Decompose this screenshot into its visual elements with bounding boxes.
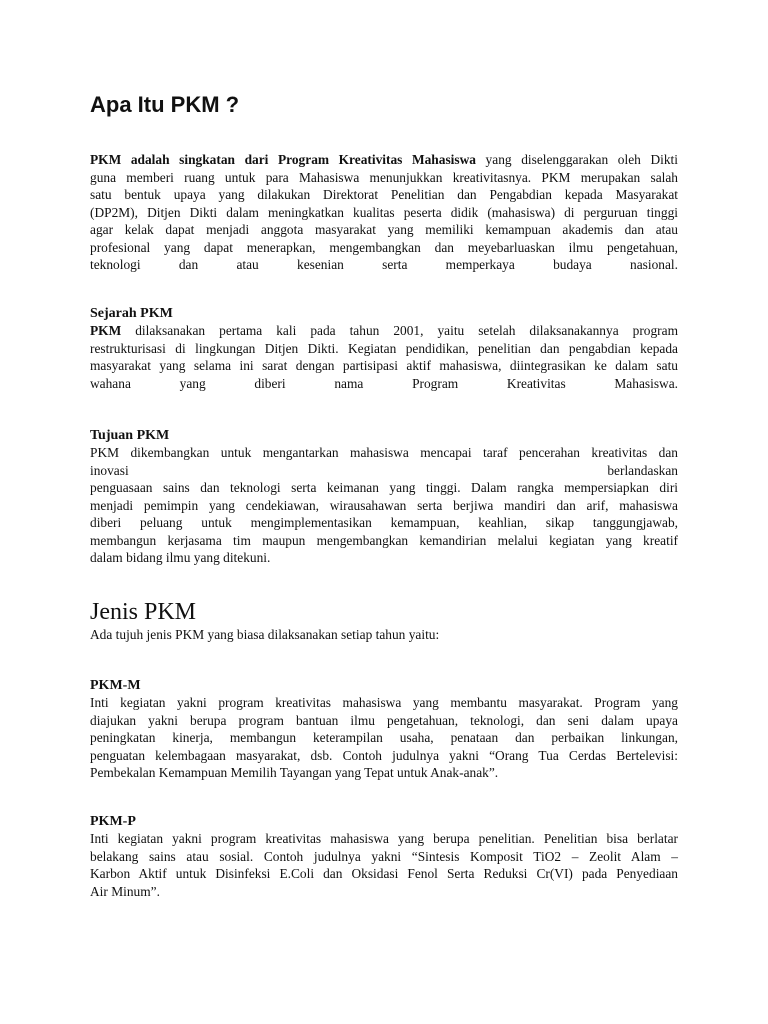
tujuan-line-7: membangun kerjasama tim maupun mengembangkan kemandirian melalui kegiatan yang kreatif bbox=[90, 532, 678, 548]
intro-line-5: agar kelak dapat menjadi anggota masyarakat yang memiliki kemampuan akademis dan atau bbox=[90, 222, 678, 237]
sejarah-lead-bold: PKM bbox=[90, 323, 122, 338]
document-page bbox=[90, 0, 678, 1024]
intro-line-3: satu bentuk upaya yang dilakukan Direktorat Penelitian dan Pengabdian kepada Masyarakat bbox=[90, 187, 678, 202]
tujuan-line-2: inovasi bbox=[90, 462, 129, 478]
pkm-p-line-1: Inti kegiatan yakni program kreativitas mahasiswa yang berupa penelitian. Penelitian bisa berlatar bbox=[90, 831, 678, 846]
intro-lead-bold: PKM adalah singkatan dari Program Kreativitas Mahasiswa bbox=[90, 152, 476, 167]
jenis-intro bbox=[90, 626, 678, 644]
tujuan-heading: Tujuan PKM bbox=[90, 428, 170, 443]
jenis-heading: Jenis PKM bbox=[90, 599, 197, 625]
tujuan-line-1: PKM dikembangkan untuk mengantarkan mahasiswa mencapai taraf pencerahan kreativitas dan bbox=[90, 445, 678, 460]
pkm-p-paragraph bbox=[90, 830, 678, 900]
page-title: Apa Itu PKM ? bbox=[90, 92, 240, 117]
pkm-m-line-3: peningkatan kinerja, membangun keterampilan usaha, penataan dan perbaikan linkungan, bbox=[90, 730, 678, 745]
intro-paragraph bbox=[90, 151, 678, 274]
sejarah-line-1: PKM dilaksanakan pertama kali pada tahun 2001, yaitu setelah dilaksanakannya program bbox=[90, 323, 678, 338]
intro-line-7: teknologi dan atau kesenian serta memperkaya budaya nasional. bbox=[90, 257, 678, 272]
sejarah-line-2: restrukturisasi di lingkungan Ditjen Dikti. Kegiatan pendidikan, penelitian dan pengabdian kepada bbox=[90, 340, 678, 356]
pkm-m-line-1: Inti kegiatan yakni program kreativitas mahasiswa yang membantu masyarakat. Program yang bbox=[90, 695, 678, 710]
pkm-m-line-4: penguatan kelembagaan masyarakat, dsb. Contoh judulnya yakni “Orang Tua Cerdas Bertelevisi: bbox=[90, 747, 678, 763]
intro-line-1: PKM adalah singkatan dari Program Kreativitas Mahasiswa yang diselenggarakan oleh Dikti bbox=[90, 152, 678, 167]
pkm-m-line-2: diajukan yakni berupa program bantuan ilmu pengetahuan, teknologi, dan seni dalam upaya bbox=[90, 712, 678, 728]
pkm-m-paragraph bbox=[90, 694, 678, 782]
tujuan-line-4: penguasaan sains dan teknologi serta keimanan yang tinggi. Dalam rangka mempersiapkan diri bbox=[90, 480, 678, 495]
tujuan-line-3: berlandaskan bbox=[607, 462, 678, 478]
pkm-m-line-5: Pembekalan Kemampuan Memilih Tayangan yang Tepat untuk Anak-anak”. bbox=[90, 765, 499, 780]
tujuan-line-8: dalam bidang ilmu yang ditekuni. bbox=[90, 550, 271, 565]
tujuan-paragraph bbox=[90, 444, 678, 567]
jenis-intro-line: Ada tujuh jenis PKM yang biasa dilaksanakan setiap tahun yaitu: bbox=[90, 627, 440, 642]
sejarah-line-4: wahana yang diberi nama Program Kreativitas Mahasiswa. bbox=[90, 375, 678, 391]
pkm-m-heading: PKM-M bbox=[90, 678, 141, 693]
intro-line-6: profesional yang dapat menerapkan, mengembangkan dan meyebarluaskan ilmu pengetahuan, bbox=[90, 239, 678, 255]
tujuan-line-5: menjadi pemimpin yang cendekiawan, wirausahawan serta berjiwa mandiri dan arif, mahasiswa bbox=[90, 497, 678, 513]
pkm-p-line-2: belakang sains atau sosial. Contoh judulnya yakni “Sintesis Komposit TiO2 – Zeolit Alam – bbox=[90, 848, 678, 864]
sejarah-heading: Sejarah PKM bbox=[90, 306, 173, 321]
sejarah-paragraph bbox=[90, 322, 678, 392]
sejarah-line-3: masyarakat yang selama ini sarat dengan partisipasi aktif mahasiswa, diintegrasikan ke dalam satu bbox=[90, 358, 678, 373]
pkm-p-heading: PKM-P bbox=[90, 814, 136, 829]
intro-line-2: guna memberi ruang untuk para Mahasiswa menunjukkan kreativitasnya. PKM merupakan salah bbox=[90, 169, 678, 185]
intro-line-4: (DP2M), Ditjen Dikti dalam meningkatkan kualitas peserta didik (mahasiswa) di perguruan tinggi bbox=[90, 204, 678, 220]
pkm-p-line-4: Air Minum”. bbox=[90, 883, 160, 899]
tujuan-line-6: diberi peluang untuk mengimplementasikan kemampuan, keahlian, sikap tanggungjawab, bbox=[90, 515, 678, 530]
pkm-p-line-3: Karbon Aktif untuk Disinfeksi E.Coli dan Oksidasi Fenol Serta Reduksi Cr(VI) pada Penyediaan bbox=[90, 866, 678, 881]
